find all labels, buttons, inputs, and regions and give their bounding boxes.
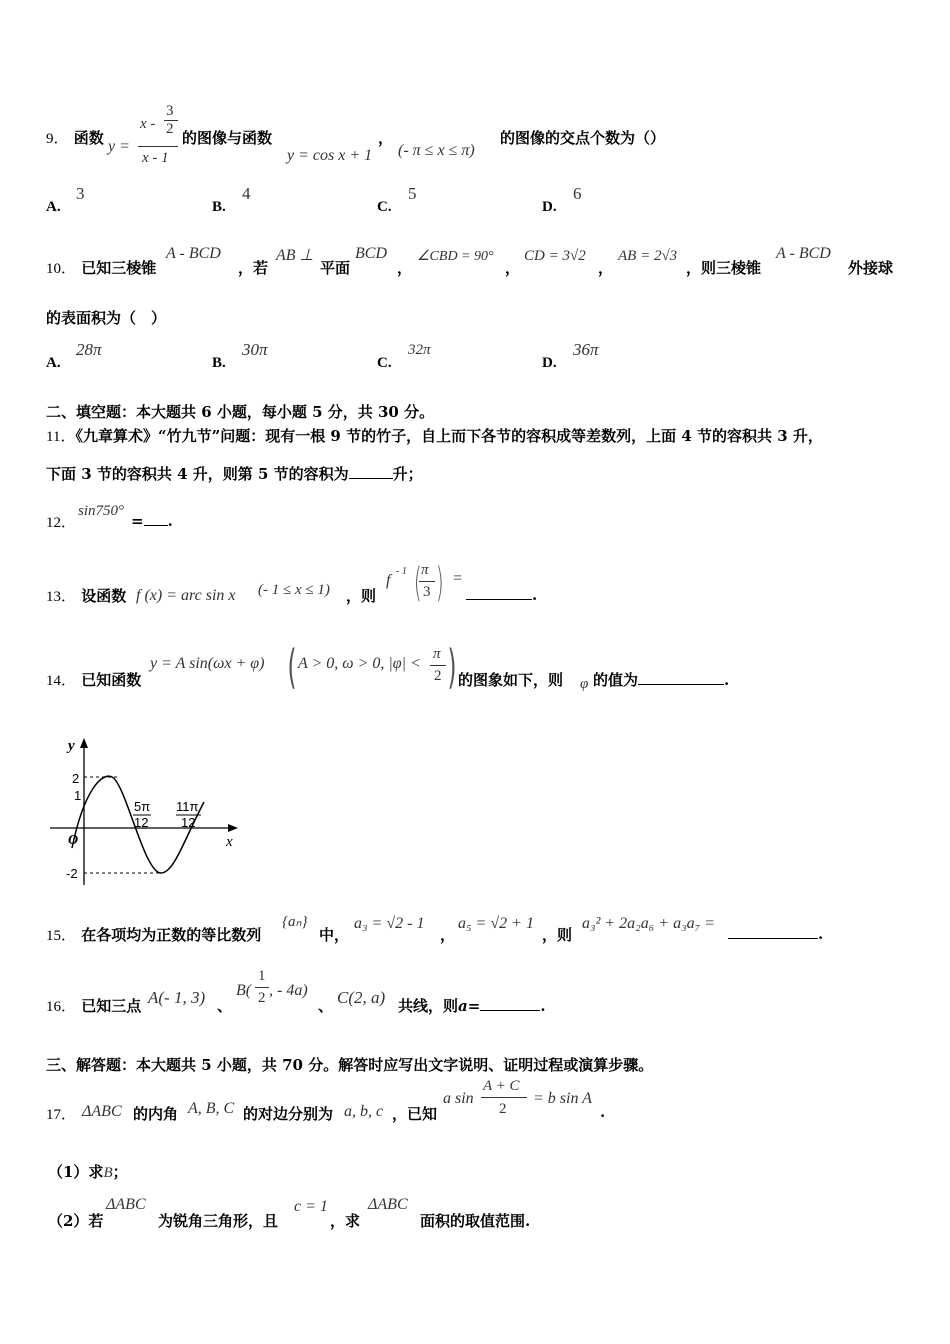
q16-point-b-end: , - 4a) bbox=[269, 982, 308, 999]
q15-expr-2: a₅ = √2 + 1 bbox=[458, 915, 534, 932]
q13-function: f (x) = arc sin x bbox=[136, 587, 236, 604]
q10-text-4: ，则三棱锥 bbox=[686, 259, 762, 277]
q13-left-paren: ( bbox=[413, 560, 422, 606]
q9-option-d-value: 6 bbox=[573, 184, 582, 203]
q13-answer: . bbox=[466, 585, 537, 604]
q16-point-a: A(- 1, 3) bbox=[148, 988, 206, 1007]
q10-comma-1: ， bbox=[397, 259, 413, 277]
q13-text-2: ，则 bbox=[346, 587, 377, 605]
q10-option-b-value: 30π bbox=[242, 340, 268, 359]
x-tick-2-num: 11π bbox=[176, 799, 199, 814]
q13-arg-num: π bbox=[421, 562, 429, 578]
q15-text-3: ，则 bbox=[542, 926, 573, 944]
q14-condition: A > 0, ω > 0, |φ| < bbox=[298, 655, 421, 672]
q9-frac-top-a: x - bbox=[140, 116, 156, 132]
q13-right-paren: ) bbox=[435, 560, 444, 606]
x-tick-1-num: 5π bbox=[134, 799, 151, 814]
q14-cond-den: 2 bbox=[434, 668, 442, 684]
q17-text-1: 的内角 bbox=[133, 1105, 179, 1123]
sine-graph bbox=[44, 730, 244, 890]
q14-function: y = A sin(ωx + φ) bbox=[150, 655, 265, 672]
q10-expr-6: AB = 2√3 bbox=[618, 248, 678, 264]
q11-answer-blank[interactable] bbox=[349, 464, 393, 479]
q9-option-c-value: 5 bbox=[408, 184, 417, 203]
q10-option-d-value: 36π bbox=[573, 340, 599, 359]
q17-angles: A, B, C bbox=[188, 1100, 235, 1117]
q17-part-2-text-2: ，求 bbox=[330, 1212, 361, 1230]
q14-text-2: 的图象如下，则 bbox=[458, 671, 564, 689]
q17-part-2-c: c = 1 bbox=[294, 1198, 328, 1215]
q10-comma-3: ， bbox=[598, 259, 614, 277]
q10-option-a-value: 28π bbox=[76, 340, 102, 359]
q13-domain: (- 1 ≤ x ≤ 1) bbox=[258, 582, 330, 598]
q10-expr-5: CD = 3√2 bbox=[524, 248, 586, 264]
question-17: 17． bbox=[46, 1107, 77, 1123]
q10-option-c-label: C. bbox=[377, 355, 392, 371]
q14-left-paren: ( bbox=[287, 640, 297, 694]
q16-point-c: C(2, a) bbox=[337, 988, 386, 1007]
y-tick-neg2: -2 bbox=[66, 866, 78, 881]
q13-answer-blank[interactable] bbox=[466, 585, 532, 600]
q17-eq-right: = b sin A bbox=[533, 1090, 592, 1107]
q14-text-3: 的值为 . bbox=[593, 671, 730, 689]
q15-answer-blank[interactable] bbox=[728, 924, 818, 939]
q10-comma-2: ， bbox=[505, 259, 521, 277]
q10-expr-4: ∠CBD = 90° bbox=[417, 249, 494, 264]
q9-frac-bottom: x - 1 bbox=[142, 150, 169, 166]
x-axis-label: x bbox=[226, 834, 233, 850]
q9-frac-top-b: 3 bbox=[166, 103, 174, 119]
q9-comma: ， bbox=[378, 129, 394, 147]
q10-option-d-label: D. bbox=[542, 355, 557, 371]
q9-option-b-value: 4 bbox=[242, 184, 251, 203]
q14-cond-num: π bbox=[433, 646, 441, 662]
q9-text-3: 的图像的交点个数为（） bbox=[500, 129, 666, 147]
q16-answer-blank[interactable] bbox=[480, 996, 540, 1011]
origin-label: O bbox=[68, 833, 79, 848]
y-axis-label: y bbox=[68, 738, 75, 754]
q10-expr-2: AB ⊥ bbox=[276, 247, 314, 264]
q9-frac-top-c: 2 bbox=[166, 121, 174, 137]
q13-finv: f bbox=[386, 572, 391, 589]
y-tick-1: 1 bbox=[74, 788, 82, 803]
q15-expr-3: a₃² + 2a₂a₆ + a₃a₇ = bbox=[582, 915, 715, 932]
q17-eq-num: A + C bbox=[483, 1078, 520, 1094]
y-tick-2: 2 bbox=[72, 771, 80, 786]
x-tick-1-den: 12 bbox=[134, 815, 149, 830]
q17-part-2-text: 为锐角三角形，且 bbox=[158, 1212, 279, 1230]
q17-text-2: 的对边分别为 bbox=[243, 1105, 334, 1123]
q15-answer: . bbox=[728, 924, 823, 943]
q17-text-3: ，已知 bbox=[392, 1105, 438, 1123]
q9-range: (- π ≤ x ≤ π) bbox=[398, 142, 475, 159]
q17-part-2-label: （2）若 bbox=[48, 1212, 104, 1230]
q16-b-num: 1 bbox=[258, 968, 266, 984]
q17-eq-left: a sin bbox=[443, 1090, 474, 1107]
q9-option-d-label: D. bbox=[542, 199, 557, 215]
q10-expr-7: A - BCD bbox=[776, 245, 831, 262]
question-15: 15． 在各项均为正数的等比数列 bbox=[46, 926, 262, 944]
q16-b-den: 2 bbox=[258, 990, 266, 1006]
q16-point-b-start: B( bbox=[236, 982, 252, 999]
x-axis-arrow-icon bbox=[228, 824, 238, 832]
question-12: 12． bbox=[46, 515, 77, 531]
q9-option-a-label: A. bbox=[46, 199, 61, 215]
q10-option-b-label: B. bbox=[212, 355, 226, 371]
q9-option-c-label: C. bbox=[377, 199, 392, 215]
q9-y-eq: y = bbox=[108, 138, 130, 155]
q10-text-5: 外接球 bbox=[848, 259, 894, 277]
q15-comma: ， bbox=[440, 926, 456, 944]
q11-line-2: 下面 3 节的容积共 4 升，则第 5 节的容积为 升； bbox=[46, 465, 423, 483]
q15-sequence: {aₙ} bbox=[282, 914, 308, 930]
q12-answer-blank[interactable] bbox=[144, 511, 168, 526]
q13-arg-den: 3 bbox=[423, 584, 431, 600]
q17-fraction-bar bbox=[481, 1097, 527, 1098]
q14-right-paren: ) bbox=[447, 640, 457, 694]
q15-expr-1: a₃ = √2 - 1 bbox=[354, 915, 425, 932]
q14-answer-blank[interactable] bbox=[638, 670, 724, 685]
question-10: 10． 已知三棱锥 bbox=[46, 259, 157, 277]
q17-part-2-triangle: ΔABC bbox=[106, 1196, 146, 1213]
q13-fraction-bar bbox=[419, 581, 435, 582]
q14-fraction-bar bbox=[430, 665, 446, 666]
question-16: 16． 已知三点 bbox=[46, 997, 142, 1015]
question-14: 14． 已知函数 bbox=[46, 671, 142, 689]
q10-text-3: 平面 bbox=[320, 259, 351, 277]
q12-tail: = . bbox=[131, 512, 173, 530]
q9-fraction-bar bbox=[138, 146, 178, 147]
q10-expr-3: BCD bbox=[355, 245, 387, 262]
q12-expr: sin750° bbox=[78, 503, 125, 519]
q14-phi: φ bbox=[580, 676, 589, 692]
section-2-heading: 二、填空题：本大题共 6 小题，每小题 5 分，共 30 分。 bbox=[46, 403, 435, 421]
q17-eq-den: 2 bbox=[499, 1101, 507, 1117]
q17-part-2-text-3: 面积的取值范围. bbox=[420, 1212, 531, 1230]
q10-text-2: ，若 bbox=[238, 259, 269, 277]
section-3-heading: 三、解答题：本大题共 5 小题，共 70 分。解答时应写出文字说明、证明过程或演算步骤。 bbox=[46, 1056, 654, 1074]
q17-part-2-triangle-2: ΔABC bbox=[368, 1196, 408, 1213]
q10-expr-1: A - BCD bbox=[166, 245, 221, 262]
q16-sep-1: 、 bbox=[217, 997, 233, 1015]
question-9: 9． 函数 bbox=[46, 129, 104, 147]
q9-text-2: 的图像与函数 bbox=[182, 129, 273, 147]
q10-line-2: 的表面积为（ ） bbox=[46, 309, 167, 327]
q10-option-a-label: A. bbox=[46, 355, 61, 371]
q17-part-1: （1）求B； bbox=[48, 1163, 128, 1181]
q16-sep-2: 、 bbox=[318, 997, 334, 1015]
q9-option-b-label: B. bbox=[212, 199, 226, 215]
y-axis-arrow-icon bbox=[80, 738, 88, 748]
q13-eq: = bbox=[453, 570, 463, 587]
q16-text-2: 共线，则a= . bbox=[398, 997, 546, 1015]
q9-option-a-value: 3 bbox=[76, 184, 85, 203]
q17-sides: a, b, c bbox=[344, 1103, 384, 1120]
q13-sup: - 1 bbox=[396, 566, 407, 577]
q17-triangle: ΔABC bbox=[82, 1103, 122, 1120]
question-11: 11．《九章算术》“竹九节”问题：现有一根 9 节的竹子，自上而下各节的容积成等差数列，上面 4 节的容积共 3 升， bbox=[46, 427, 823, 445]
q17-end: . bbox=[600, 1103, 606, 1121]
q9-function-2: y = cos x + 1 bbox=[287, 147, 373, 164]
question-13: 13． 设函数 bbox=[46, 587, 127, 605]
q15-text-2: 中， bbox=[319, 926, 350, 944]
x-tick-2-den: 12 bbox=[181, 815, 196, 830]
q16-fraction-bar bbox=[255, 987, 269, 988]
q10-option-c-value: 32π bbox=[408, 342, 431, 358]
